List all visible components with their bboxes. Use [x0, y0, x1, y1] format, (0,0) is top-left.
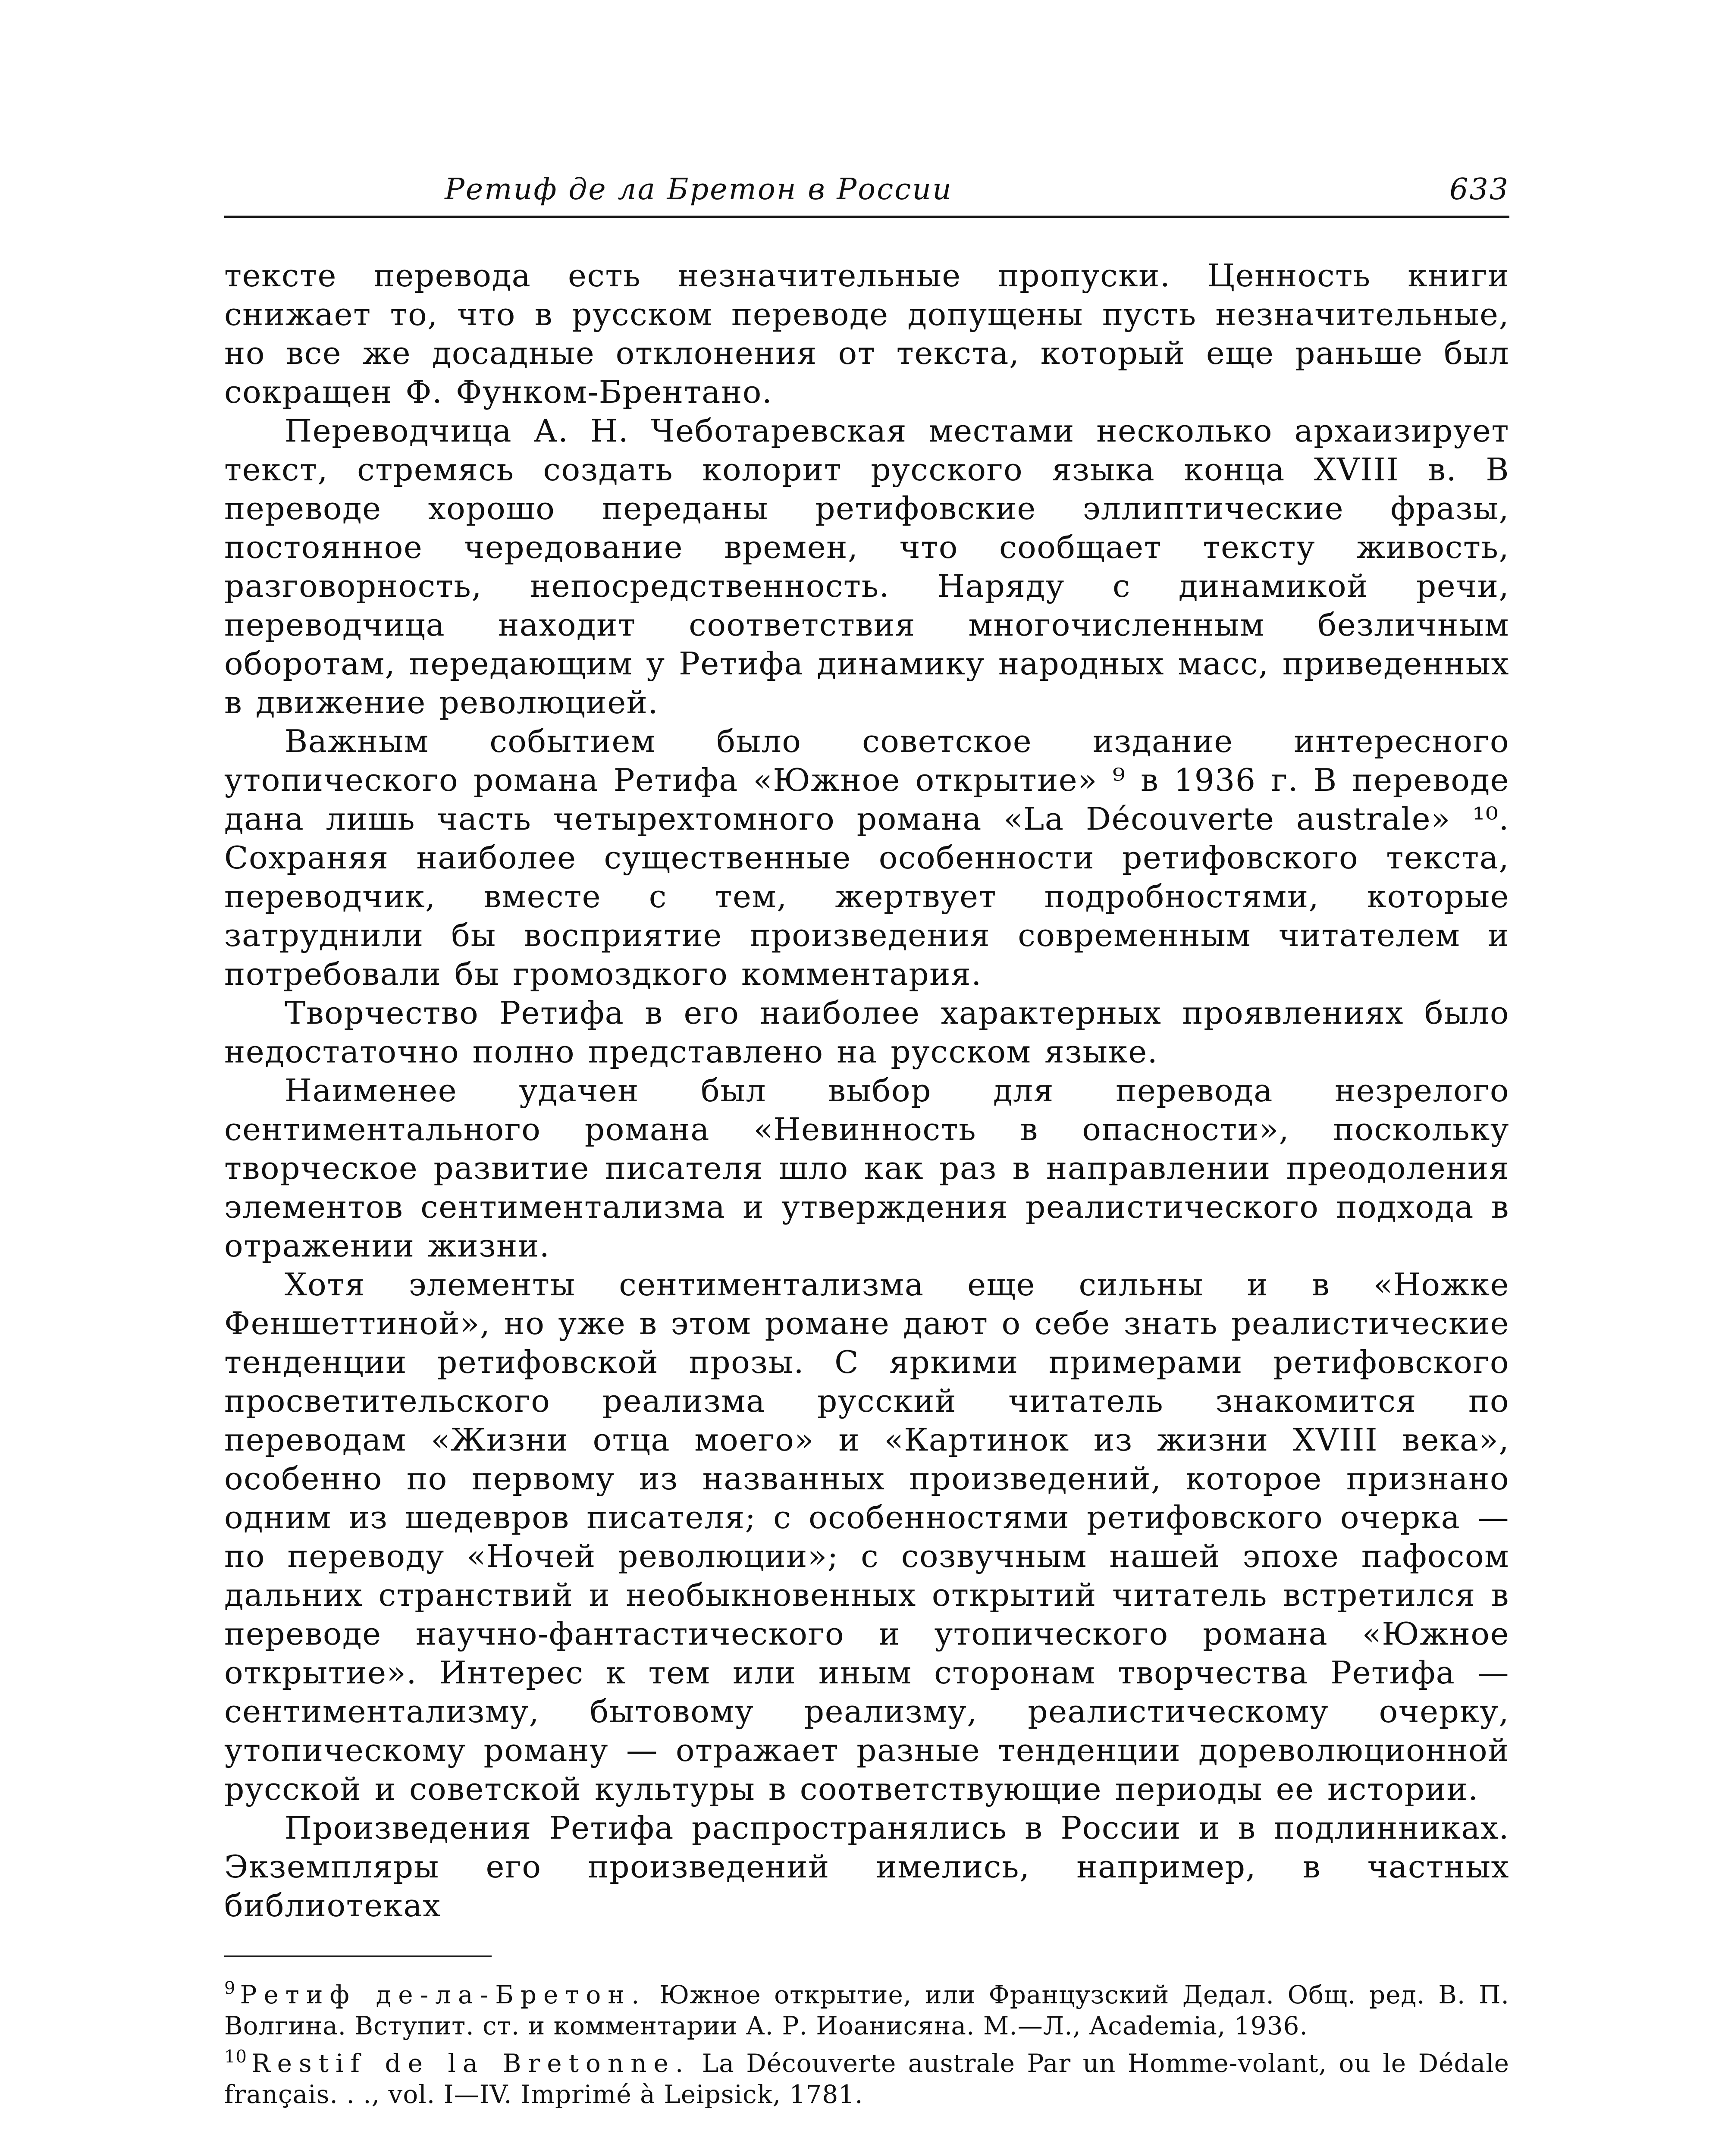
- paragraph: Творчество Ретифа в его наиболее характерных проявлениях было недостаточно полно представлено на русском языке.: [224, 995, 1509, 1070]
- paragraph: Наименее удачен был выбор для перевода незрелого сентиментального романа «Невинность в опасности», поскольку творческое развитие писателя шло как раз в направлении преодоления элементов сентиментализма и утверждения реалистического подхода в отражении жизни.: [224, 1073, 1509, 1264]
- paragraph: Произведения Ретифа распространялись в России и в подлинниках. Экземпляры его произведений имелись, например, в частных библиотеках: [224, 1810, 1509, 1924]
- header-rule: [224, 216, 1509, 218]
- footnote: [224, 1973, 1509, 2041]
- running-head: [224, 168, 1509, 216]
- page-number: 633: [1449, 172, 1509, 207]
- footnote-rule: [224, 1955, 492, 1957]
- paragraph: Хотя элементы сентиментализма еще сильны и в «Ножке Феншеттиной», но уже в этом романе дают о себе знать реалистические тенденции ретифовской прозы. С яркими примерами ретифовского просветительского реализма русский читатель знакомится по переводам «Жизни отца моего» и «Картинок из жизни XVIII века», особенно по первому из названных произведений, которое признано одним из шедевров писателя; с особенностями ретифовского очерка — по переводу «Ночей революции»; с созвучным нашей эпохе пафосом дальних странствий и необыкновенных открытий читатель встретился в переводе научно-фантастического и утопического романа «Южное открытие». Интерес к тем или иным сторонам творчества Ретифа — сентиментализму, бытовому реализму, реалистическому очерку, утопическому роману — отражает разные тенденции дореволюционной русской и советской культуры в соответствующие периоды ее истории.: [224, 1267, 1509, 1808]
- footnote-marker: 9: [224, 1978, 236, 1998]
- paragraph: Важным событием было советское издание интересного утопического романа Ретифа «Южное открытие» ⁹ в 1936 г. В переводе дана лишь часть четырехтомного романа «La Découverte australe» ¹⁰. Сохраняя наиболее существенные особенности ретифовского текста, переводчик, вместе с тем, жертвует подробностями, которые затруднили бы восприятие произведения современным читателем и потребовали бы громоздкого комментария.: [224, 724, 1509, 993]
- footnote-author: Ретиф де-ла-Бретон.: [240, 1980, 646, 2009]
- footnote-author: Restif de la Bretonne.: [251, 2049, 690, 2078]
- footnotes: [224, 1973, 1509, 2110]
- paragraph: Переводчица А. Н. Чеботаревская местами несколько архаизирует текст, стремясь создать колорит русского языка конца XVIII в. В переводе хорошо переданы ретифовские эллиптические фразы, постоянное чередование времен, что сообщает тексту живость, разговорность, непосредственность. Наряду с динамикой речи, переводчица находит соответствия многочисленным безличным оборотам, передающим у Ретифа динамику народных масс, приведенных в движение революцией.: [224, 413, 1509, 721]
- footnote-marker: 10: [224, 2047, 247, 2067]
- body-text: [224, 257, 1509, 1925]
- footnote: [224, 2041, 1509, 2110]
- running-title: Ретиф де ла Бретон в России: [445, 172, 953, 207]
- footnote-text: Южное открытие, или Французский Дедал. Общ. ред. В. П. Волгина. Вступит. ст. и комментарии А. Р. Иоанисяна. М.—Л., Academia, 1936.: [224, 1980, 1509, 2040]
- book-page: [224, 168, 1509, 2110]
- paragraph: тексте перевода есть незначительные пропуски. Ценность книги снижает то, что в русском переводе допущены пусть незначительные, но все же досадные отклонения от текста, который еще раньше был сокращен Ф. Функом-Брентано.: [224, 258, 1509, 411]
- footnote-text: La Découverte australe Par un Homme-volant, ou le Dédale français. . ., vol. I—IV. Imprimé à Leipsick, 1781.: [224, 2049, 1509, 2109]
